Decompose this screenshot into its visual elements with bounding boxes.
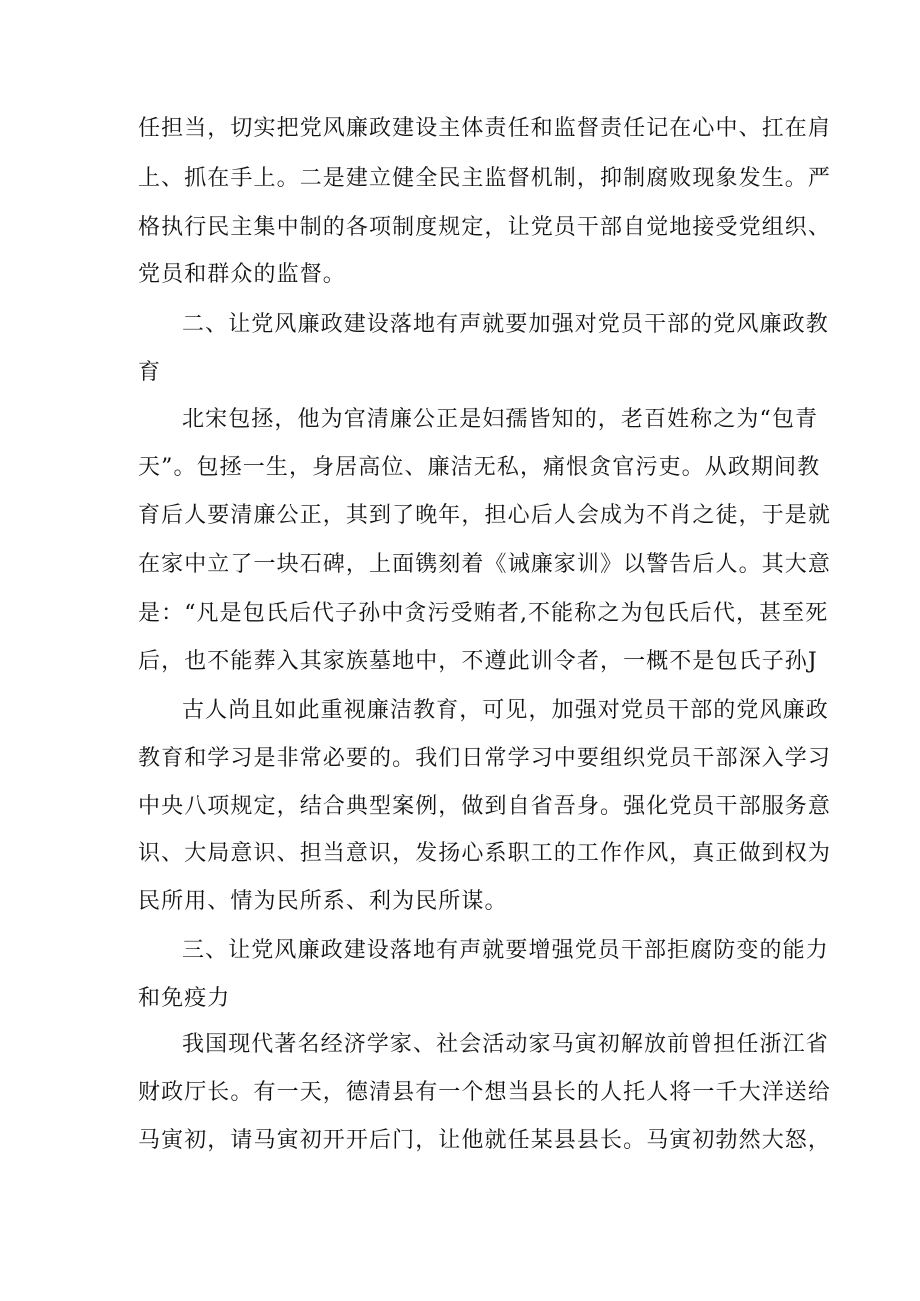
text-line: 我国现代著名经济学家、社会活动家马寅初解放前曾担任浙江省 [182, 1032, 829, 1057]
text-line: 古人尚且如此重视廉洁教育，可见，加强对党员干部的党风廉政 [182, 698, 829, 723]
text-line: 财政厅长。有一天，德清县有一个想当县长的人托人将一千大洋送给 [138, 1080, 832, 1105]
text-line: 后，也不能葬入其家族墓地中，不遵此训令者，一概不是包氏子孙J [138, 649, 818, 674]
text-line: 党员和群众的监督。 [138, 262, 346, 287]
text-line: 格执行民主集中制的各项制度规定，让党员干部自觉地接受党组织、 [138, 215, 832, 240]
text-line: 民所用、情为民所系、利为民所谋。 [138, 889, 508, 914]
text-line: 育后人要清廉公正，其到了晚年，担心后人会成为不肖之徒，于是就 [138, 503, 832, 528]
text-line: 识、大局意识、担当意识，发扬心系职工的工作作风，真正做到权为 [138, 841, 832, 866]
text-line: 教育和学习是非常必要的。我们日常学习中要组织党员干部深入学习 [138, 746, 832, 771]
section-heading-continued: 和免疫力 [138, 986, 231, 1011]
text-line: 在家中立了一块石碑，上面镌刻着《诫廉家训》以警告后人。其大意 [138, 552, 832, 577]
text-line: 任担当，切实把党风廉政建设主体责任和监督责任记在心中、扛在肩 [138, 116, 832, 141]
text-line: 上、抓在手上。二是建立健全民主监督机制，抑制腐败现象发生。严 [138, 166, 832, 191]
section-heading-continued: 育 [138, 360, 162, 385]
text-line: 天”。包拯一生，身居高位、廉洁无私，痛恨贪官污吏。从政期间教 [138, 455, 821, 480]
text-line: 马寅初，请马寅初开开后门，让他就任某县县长。马寅初勃然大怒， [138, 1128, 832, 1153]
section-heading: 三、让党风廉政建设落地有声就要增强党员干部拒腐防变的能力 [182, 938, 829, 963]
text-line: 是：“凡是包氏后代子孙中贪污受贿者,不能称之为包氏后代，甚至死 [138, 601, 829, 626]
section-heading: 二、让党风廉政建设落地有声就要加强对党员干部的党风廉政教 [182, 312, 829, 337]
text-line: 北宋包拯，他为官清廉公正是妇孺皆知的，老百姓称之为“包青 [182, 407, 819, 432]
text-line: 中央八项规定，结合典型案例，做到自省吾身。强化党员干部服务意 [138, 794, 832, 819]
